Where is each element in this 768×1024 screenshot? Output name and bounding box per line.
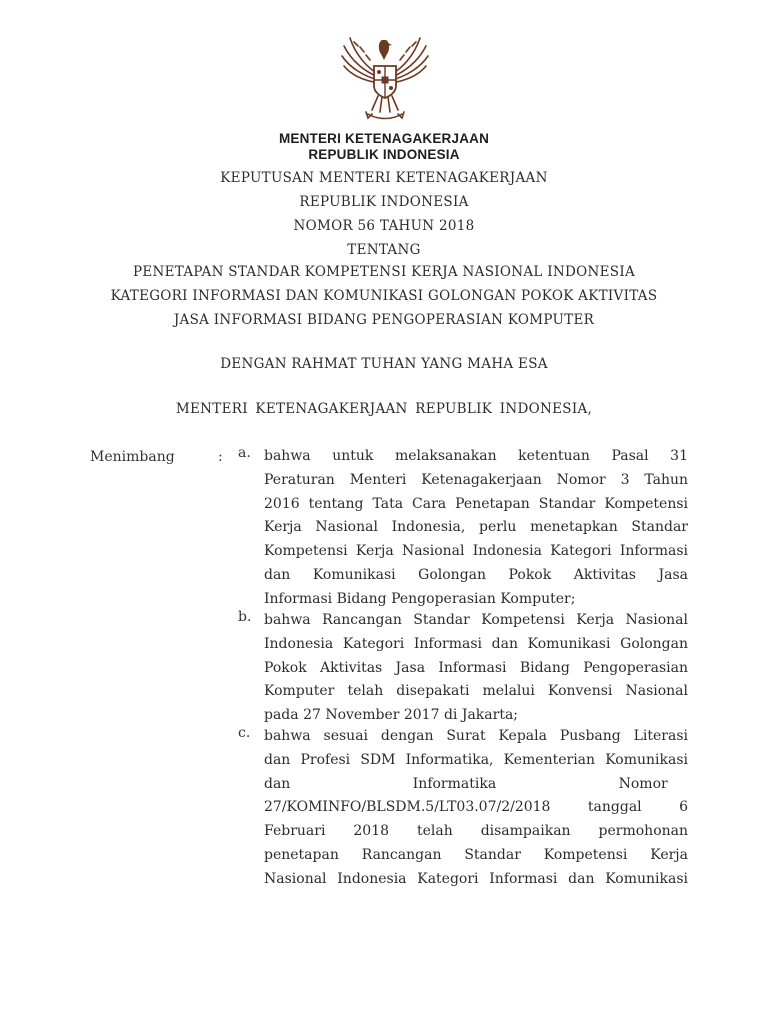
item-line: 27/KOMINFO/BLSDM.5/LT03.07/2/2018 tanggal 6 [264,799,688,816]
ministry-name: MENTERI KETENAGAKERJAAN [278,131,490,146]
item-line: bahwa sesuai dengan Surat Kepala Pusbang Literasi [264,728,688,744]
decree-subject-line-3: JASA INFORMASI BIDANG PENGOPERASIAN KOMPUTER [173,312,595,328]
item-line: Informasi Bidang Pengoperasian Komputer; [264,590,576,607]
item-line: 2016 tentang Tata Cara Penetapan Standar Kompetensi [264,495,688,512]
item-line: bahwa untuk melaksanakan ketentuan Pasal 31 [264,448,688,464]
decree-country: REPUBLIK INDONESIA [299,194,469,210]
item-line: Kerja Nasional Indonesia, perlu menetapkan Standar [264,519,688,536]
considering-colon: : [218,449,223,465]
item-line: dan Komunikasi Golongan Pokok Aktivitas Jasa [264,566,688,583]
decree-about: TENTANG [347,242,421,258]
ministry-country: REPUBLIK INDONESIA [308,147,460,162]
considering-label: Menimbang [90,449,175,465]
item-line: Indonesia Kategori Informasi dan Komunikasi Golongan [264,635,688,652]
item-line: Pokok Aktivitas Jasa Informasi Bidang Pengoperasian [264,659,688,676]
decree-title: KEPUTUSAN MENTERI KETENAGAKERJAAN [220,170,548,186]
item-line: Komputer telah disepakati melalui Konvensi Nasional [264,683,688,700]
item-letter: a. [238,445,251,461]
decree-subject-line-1: PENETAPAN STANDAR KOMPETENSI KERJA NASIONAL INDONESIA [132,264,636,280]
decree-subject-line-2: KATEGORI INFORMASI DAN KOMUNIKASI GOLONGAN POKOK AKTIVITAS [110,288,658,304]
item-line: penetapan Rancangan Standar Kompetensi Kerja [264,846,688,863]
item-letter: c. [238,725,251,741]
item-line: bahwa Rancangan Standar Kompetensi Kerja Nasional [264,612,688,628]
item-line: Nasional Indonesia Kategori Informasi dan Komunikasi [264,870,688,887]
item-line: Peraturan Menteri Ketenagakerjaan Nomor 3 Tahun [264,471,688,488]
garuda-emblem-icon [338,30,432,122]
item-letter: b. [238,609,252,625]
item-line: Februari 2018 telah disampaikan permohonan [264,823,688,840]
item-line: pada 27 November 2017 di Jakarta; [264,707,519,724]
item-line: dan Profesi SDM Informatika, Kementerian Komunikasi [264,751,688,768]
minister-line: MENTERI KETENAGAKERJAAN REPUBLIK INDONESIA, [175,401,593,417]
decree-number: NOMOR 56 TAHUN 2018 [293,218,475,234]
blessing-line: DENGAN RAHMAT TUHAN YANG MAHA ESA [220,356,548,372]
item-line: dan Informatika Nomor [264,775,668,792]
item-line: Kompetensi Kerja Nasional Indonesia Kategori Informasi [264,543,688,560]
